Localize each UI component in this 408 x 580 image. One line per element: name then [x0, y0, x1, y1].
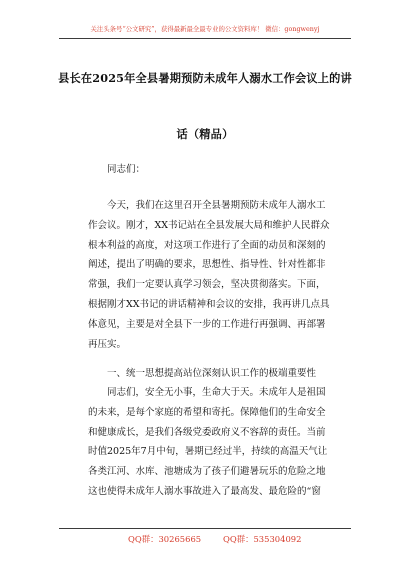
paragraph-line: 再压实。 — [88, 338, 127, 350]
salutation — [88, 160, 338, 180]
qq-group-2: QQ群：535304092 — [223, 534, 302, 544]
paragraph-line: 根本利益的高度，对这项工作进行了全面的动员和深刻的 — [88, 239, 326, 251]
paragraph-line: 各类江河、水库、池塘成为了孩子们避暑玩乐的危险之地 — [88, 466, 326, 478]
paragraph-line: 今天，我们在这里召开全县暑期预防未成年人溺水工 — [107, 200, 326, 211]
paragraph-line: 作会议。刚才，XX书记站在全县发展大局和维护人民群众 — [88, 219, 330, 231]
paragraph-line: 体意见，主要是对全县下一步的工作进行再强调、再部署 — [88, 318, 326, 330]
footer-divider — [59, 528, 351, 529]
section-heading-text: 一、统一思想提高站位深刻认识工作的极端重要性 — [107, 368, 317, 379]
paragraph-opening — [88, 196, 338, 354]
paragraph-line: 时值2025年7月中旬，暑期已经过半，持续的高温天气让 — [88, 446, 328, 458]
salutation-text: 同志们： — [107, 164, 146, 175]
paragraph-line: 阐述，提出了明确的要求，思想性、指导性、针对性都非 — [88, 259, 326, 271]
header-banner: 关注头条号“公文研究”，获得最新最全最专业的公文资料库！ 微信：gongwenyj — [90, 25, 320, 33]
paragraph-line: 根据刚才XX书记的讲话精神和会议的安排，我再讲几点具 — [88, 298, 330, 310]
qq-group-1: QQ群：30265665 — [128, 534, 202, 544]
document-title-line-2: 话（精品） — [176, 127, 234, 141]
paragraph-line: 常强，我们一定要认真学习领会，坚决贯彻落实。下面， — [88, 279, 326, 291]
paragraph-safety — [88, 383, 338, 502]
paragraph-line: 这也使得未成年人溺水事故进入了最高发、最危险的“窗 — [88, 485, 321, 497]
header-divider — [59, 38, 351, 39]
document-title-line-1: 县长在2025年全县暑期预防未成年人溺水工作会议上的讲 — [58, 71, 352, 85]
section-heading — [88, 364, 338, 384]
paragraph-line: 的未来，是每个家庭的希望和寄托。保障他们的生命安全 — [88, 406, 326, 418]
paragraph-line: 同志们，安全无小事，生命大于天。未成年人是祖国 — [107, 387, 326, 398]
paragraph-line: 和健康成长，是我们各级党委政府义不容辞的责任。当前 — [88, 426, 326, 438]
